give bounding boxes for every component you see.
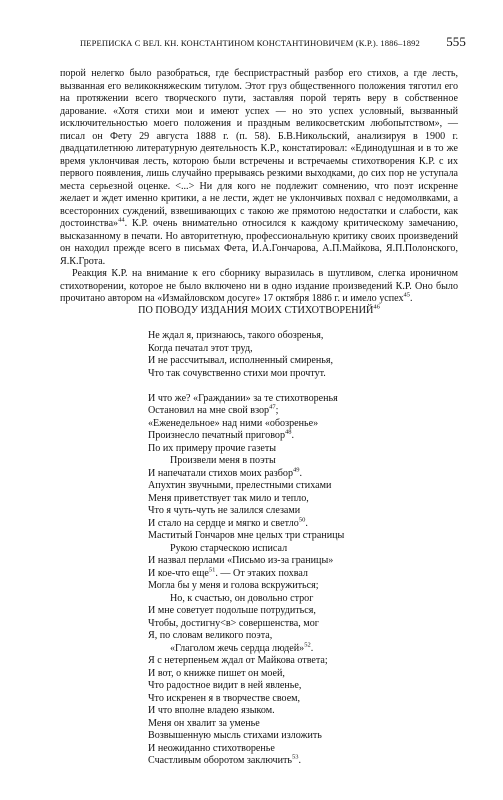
poem-line-text: Могла бы у меня и голова вскружиться; bbox=[148, 580, 319, 591]
poem-line bbox=[148, 418, 468, 431]
poem-line-text: Апухтин звучными, прелестными стихами bbox=[148, 480, 332, 491]
footnote-ref: 45 bbox=[403, 291, 411, 299]
poem bbox=[148, 330, 468, 768]
poem-line bbox=[148, 480, 468, 493]
poem-line bbox=[148, 393, 468, 406]
footnote-ref: 48 bbox=[285, 428, 292, 436]
poem-line-text: И напечатали стихов моих разбор bbox=[148, 467, 293, 479]
poem-line bbox=[148, 718, 468, 731]
poem-line-text: Произнесло печатный приговор bbox=[148, 430, 286, 441]
poem-line bbox=[148, 430, 468, 443]
page-number: 555 bbox=[446, 34, 466, 49]
poem-line-text: «Еженедельное» над ними «обозренье» bbox=[148, 417, 319, 429]
poem-line-text: Произвели меня в поэты bbox=[170, 455, 276, 466]
poem-line-text: Счастливым оборотом заключить bbox=[148, 755, 292, 766]
poem-line bbox=[148, 368, 468, 381]
body-text bbox=[60, 68, 458, 306]
poem-line-text: Когда печатал этот труд, bbox=[148, 342, 253, 354]
poem-line-text: Что искренен я в творчестве своем, bbox=[148, 692, 301, 704]
paragraph-text: Реакция К.Р. на внимание к его сборнику выразилась в шутливом, слегка ироничном стихотворении, которое не было включено ни в одно издание произведений К.Р. Оно было прочитано автором на «Измайловском досуге» 17 октября 1886 г. и имело успех bbox=[60, 268, 458, 304]
poem-line-text: Что так сочувственно стихи мои прочтут. bbox=[148, 367, 326, 379]
poem-line-text: И вот, о книжке пишет он моей, bbox=[148, 667, 285, 679]
poem-line bbox=[148, 543, 468, 556]
poem-line-text: Что радостное видит в ней явленье, bbox=[148, 680, 302, 691]
poem-line-text: И стало на сердце и мягко и светло bbox=[148, 517, 299, 529]
footnote-ref: 49 bbox=[293, 466, 300, 474]
poem-line bbox=[148, 643, 468, 656]
poem-line bbox=[148, 343, 468, 356]
poem-line-text: Что я чуть-чуть не залился слезами bbox=[148, 505, 301, 516]
poem-line bbox=[148, 493, 468, 506]
poem-line-text: Но, к счастью, он довольно строг bbox=[170, 592, 314, 604]
poem-line-text: И мне советует подольше потрудиться, bbox=[148, 605, 316, 616]
poem-line bbox=[148, 668, 468, 681]
footnote-ref: 47 bbox=[269, 403, 276, 411]
poem-line bbox=[148, 730, 468, 743]
poem-line bbox=[148, 743, 468, 756]
poem-line bbox=[148, 505, 468, 518]
poem-title-text: ПО ПОВОДУ ИЗДАНИЯ МОИХ СТИХОТВОРЕНИЙ bbox=[138, 305, 374, 316]
poem-line bbox=[148, 755, 468, 768]
poem-line-tail: . bbox=[310, 642, 314, 654]
poem-line-text: И назвал перлами «Письмо из-за границы» bbox=[148, 555, 334, 566]
poem-line bbox=[148, 568, 468, 581]
poem-line-text: Остановил на мне свой взор bbox=[148, 405, 270, 416]
poem-line bbox=[148, 580, 468, 593]
poem-line bbox=[148, 443, 468, 456]
poem-line-text: И кое-что еще bbox=[148, 567, 209, 579]
poem-line-tail: . — От этаких похвал bbox=[215, 567, 308, 579]
poem-line bbox=[148, 655, 468, 668]
poem-line-text: И что вполне владею языком. bbox=[148, 705, 275, 716]
poem-line-text: По их примеру прочие газеты bbox=[148, 442, 277, 454]
poem-line bbox=[148, 593, 468, 606]
poem-line-text: И неожиданно стихотворенье bbox=[148, 742, 275, 754]
footnote-ref: 52 bbox=[304, 641, 311, 649]
poem-line bbox=[148, 680, 468, 693]
running-header bbox=[80, 34, 466, 52]
paragraph-text: порой нелегко было разобраться, где беспристрастный разбор его стихов, а где лесть, вызванная его великокняжеским титулом. Этот груз общественного положения тяготил его на протяжении всего творческого пути, заставляя порой терять веру в собственное дарование. «Хотя стихи мои и имеют успех — но это успех условный, вызванный исключительностью моего положения и праздным великосветским любопытством», — писал он Фету 29 августа 1888 г. (п. 58). Б.В.Никольский, анализируя в 1900 г. двадцатилетнюю литературную деятельность К.Р., констатировал: «Единодушная и в то же время уклончивая лесть, которою были встречены и встречаемы стихотворения К.Р. с их первого появления, лишь случайно прерываясь резкими выходками, до сих пор не уступала места серьезной оценке. <...> Ни для кого не подлежит сомнению, что поэт искренне желает и ждет именно критики, а не лести, ждет не уклончивых похвал с недомолвками, а всесторонних суждений, взвешивающих с такою же прямотою недостатки и слабости, как достоинства» bbox=[60, 68, 458, 229]
poem-line-text: Я, по словам великого поэта, bbox=[148, 630, 273, 641]
poem-line-text: Маститый Гончаров мне целых три страницы bbox=[148, 530, 345, 541]
poem-line bbox=[148, 518, 468, 531]
footnote-ref: 46 bbox=[373, 303, 380, 311]
footnote-ref: 53 bbox=[291, 753, 299, 761]
poem-line-text: И не рассчитывал, исполненный смиренья, bbox=[148, 355, 334, 366]
paragraph-text: . bbox=[410, 293, 413, 304]
footnote-ref: 51 bbox=[208, 566, 216, 574]
poem-title bbox=[60, 305, 458, 316]
poem-line bbox=[148, 330, 468, 343]
paragraph bbox=[60, 68, 458, 268]
poem-line bbox=[148, 555, 468, 568]
paragraph bbox=[60, 268, 458, 306]
poem-line bbox=[148, 468, 468, 481]
poem-line bbox=[148, 405, 468, 418]
footnote-ref: 44 bbox=[118, 216, 125, 224]
poem-line-tail: ; bbox=[275, 405, 279, 416]
poem-line bbox=[148, 355, 468, 368]
poem-line-text: Меня приветствует так мило и тепло, bbox=[148, 492, 309, 504]
poem-line bbox=[148, 705, 468, 718]
poem-line bbox=[148, 605, 468, 618]
stanza-break bbox=[148, 380, 468, 393]
poem-line-text: Рукою старческою исписал bbox=[170, 542, 288, 554]
poem-line bbox=[148, 618, 468, 631]
poem-line-text: Чтобы, достигну<в> совершенства, мог bbox=[148, 617, 319, 629]
poem-line-tail: . bbox=[291, 430, 295, 441]
running-title: ПЕРЕПИСКА С ВЕЛ. КН. КОНСТАНТИНОМ КОНСТАНТИНОВИЧЕМ (К.Р.). 1886–1892 bbox=[80, 38, 420, 48]
paragraph-text: . К.Р. очень внимательно относился к каждому критическому замечанию, высказанному в печати. Но авторитетную, профессиональную критику своих произведений он находил прежде всего в письмах Фета, И.А.Гончарова, А.П.Майкова, Я.П.Полонского, Я.К.Грота. bbox=[60, 218, 458, 267]
poem-line-text: Я с нетерпеньем ждал от Майкова ответа; bbox=[148, 655, 328, 666]
poem-line bbox=[148, 693, 468, 706]
poem-line-text: И что же? «Граждании» за те стихотворенья bbox=[148, 392, 338, 404]
poem-line-text: Возвышенную мысль стихами изложить bbox=[148, 730, 322, 741]
poem-line bbox=[148, 455, 468, 468]
poem-line-tail: . bbox=[305, 517, 308, 529]
footnote-ref: 50 bbox=[298, 516, 306, 524]
poem-line-text: «Глаголом жечь сердца людей» bbox=[170, 642, 305, 654]
poem-line-text: Меня он хвалит за уменье bbox=[148, 717, 260, 729]
poem-line bbox=[148, 530, 468, 543]
poem-line-tail: . bbox=[298, 755, 302, 766]
poem-line-tail: . bbox=[299, 467, 303, 479]
poem-line-text: Не ждал я, признаюсь, такого обозренья, bbox=[148, 330, 324, 341]
